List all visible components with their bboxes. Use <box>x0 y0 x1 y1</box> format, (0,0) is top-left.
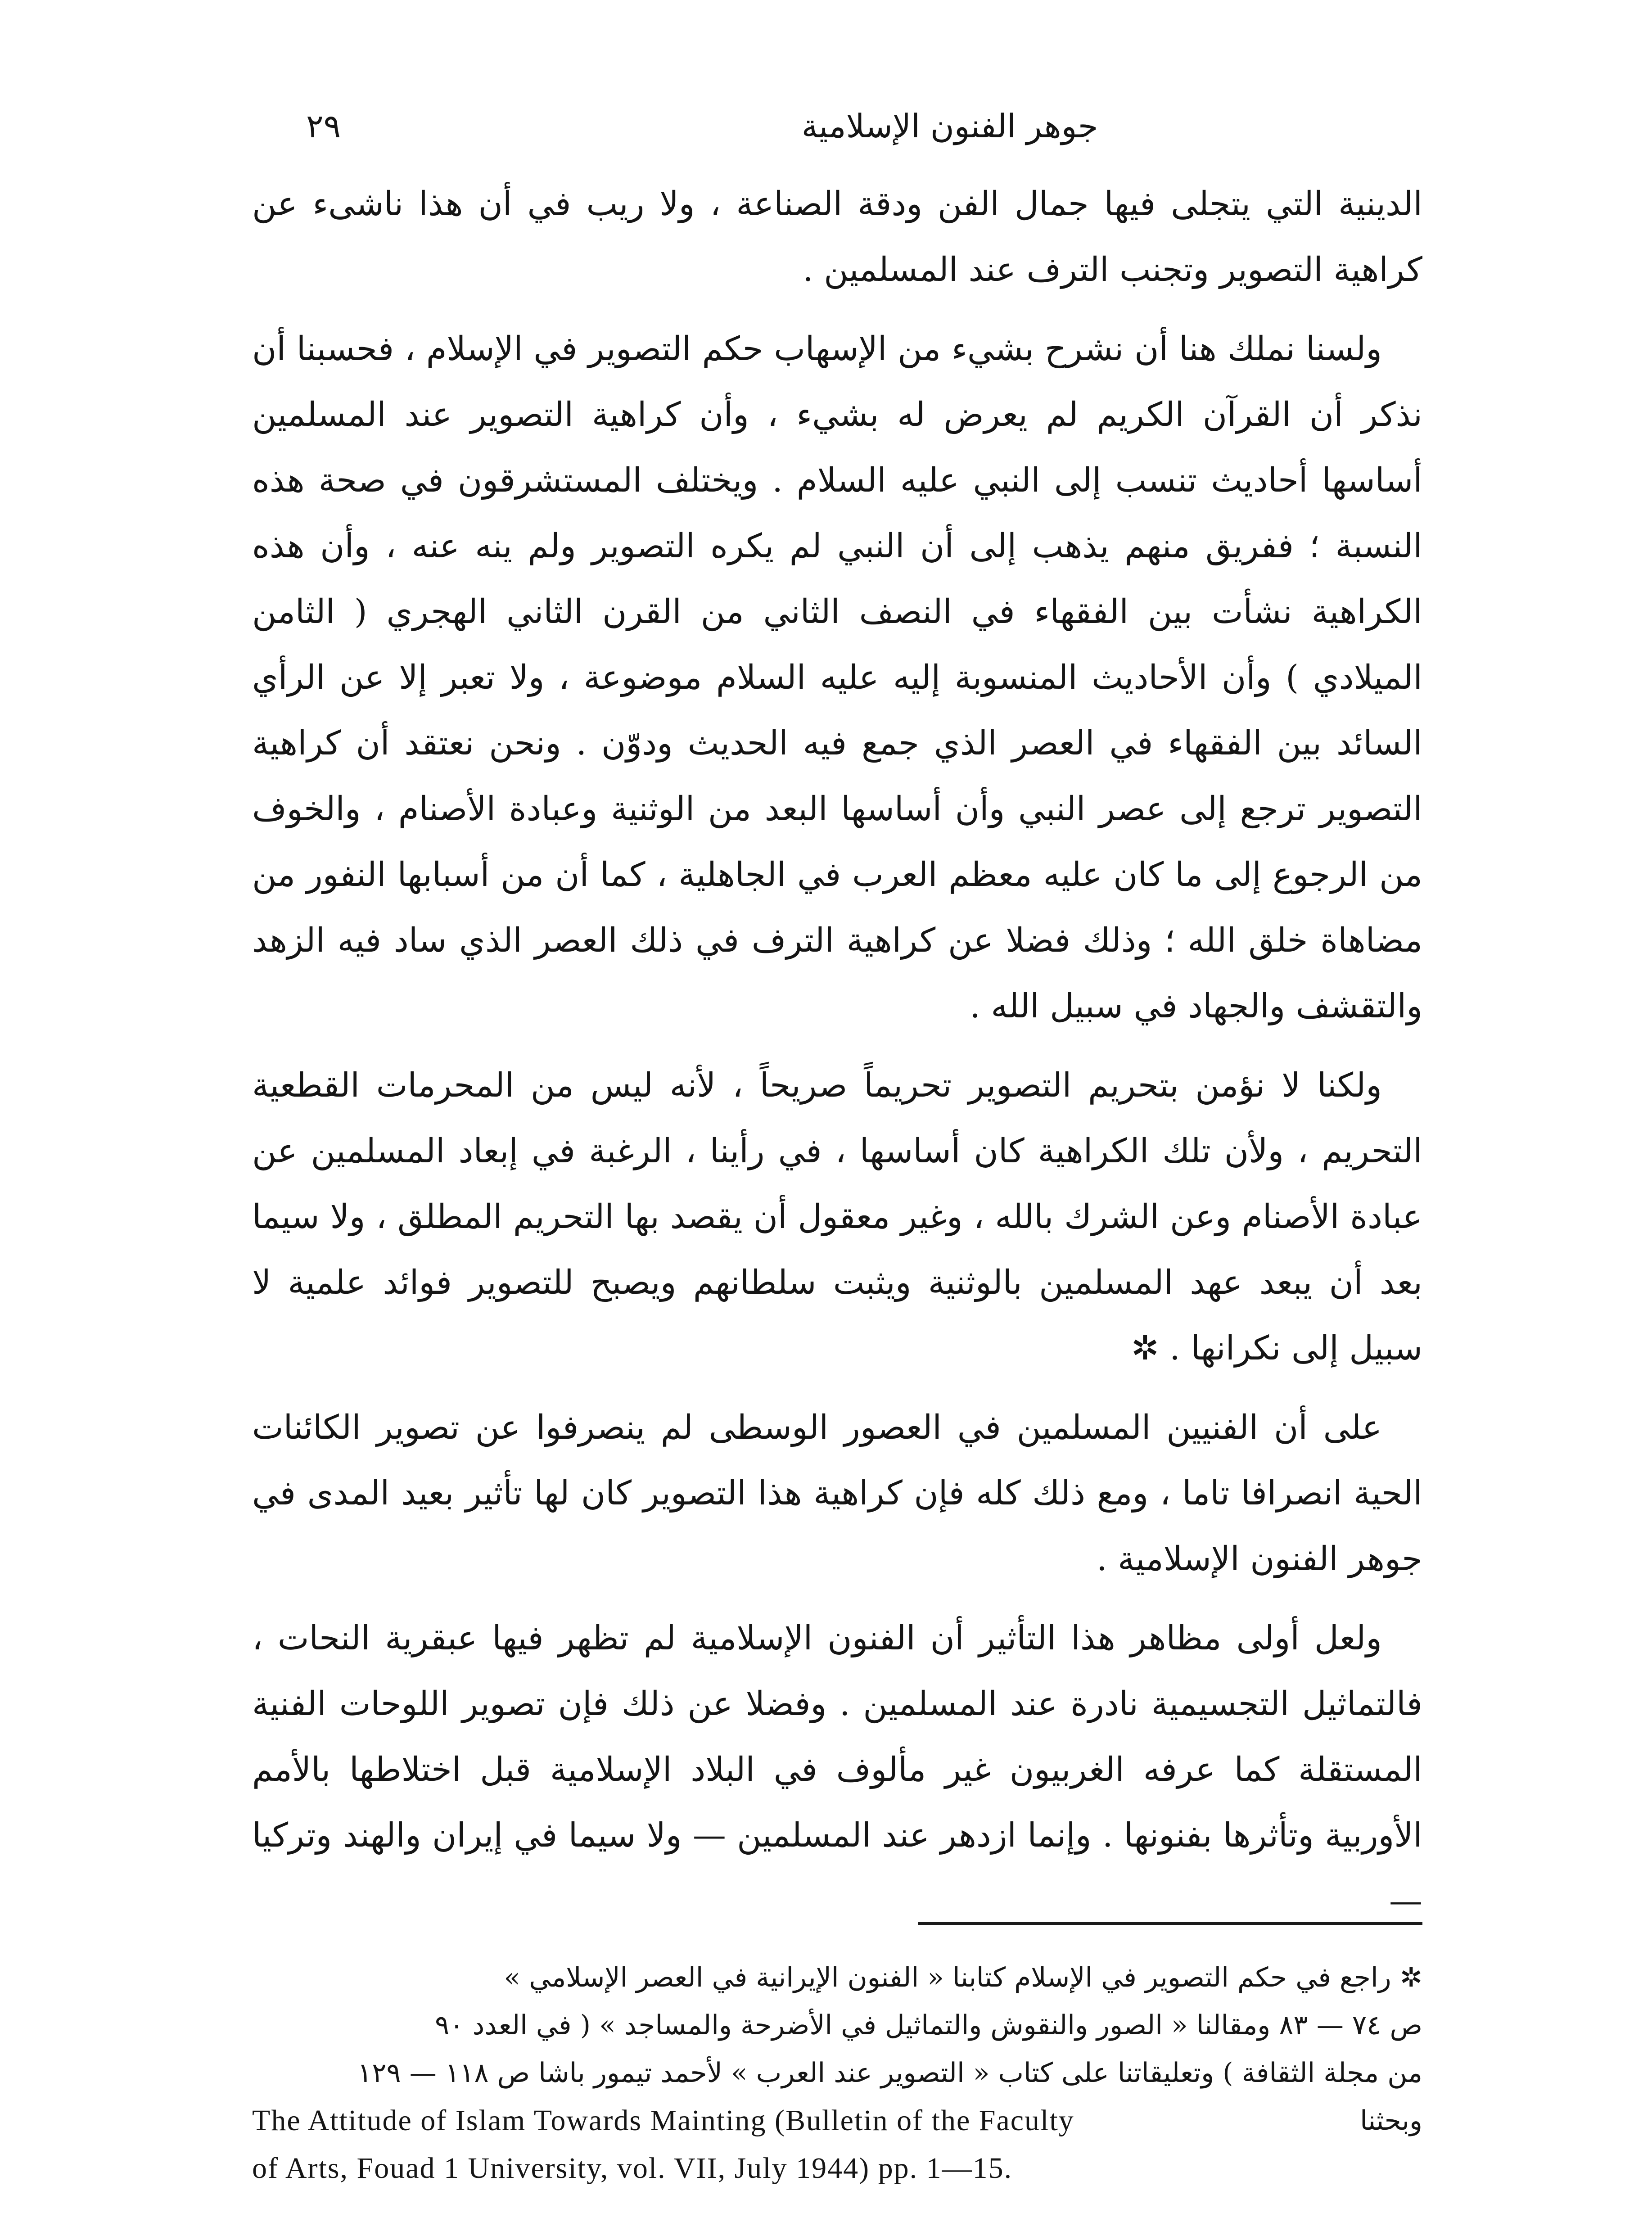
paragraph: ولكنا لا نؤمن بتحريم التصوير تحريماً صريحاً ، لأنه ليس من المحرمات القطعية التحريم ، ولأن تلك الكراهية كان أساسها ، في رأينا ، الرغبة في إبعاد المسلمين عن عبادة الأصنام وعن الشرك بالله ، وغير معقول أن يقصد بها التحريم المطلق ، ولا سيما بعد أن يبعد عهد المسلمين بالوثنية ويثبت سلطانهم ويصبح للتصوير فوائد علمية لا سبيل إلى نكرانها . ✲ <box>252 1066 1422 1368</box>
book-page <box>252 90 1422 2185</box>
footnote <box>252 1954 1422 2192</box>
running-title: جوهر الفنون الإسلامية <box>801 107 1098 145</box>
paragraph: على أن الفنيين المسلمين في العصور الوسطى لم ينصرفوا عن تصوير الكائنات الحية انصرافا تاما ، ومع ذلك كله فإن كراهية هذا التصوير كان لها تأثير بعيد المدى في جوهر الفنون الإسلامية . <box>252 1408 1422 1578</box>
footnote-line: ص ٧٤ — ٨٣ ومقالنا « الصور والنقوش والتماثيل في الأضرحة والمساجد » ( في العدد ٩٠ <box>435 2010 1422 2041</box>
footnote-arabic-word: وبحثنا <box>1360 2105 1422 2136</box>
paragraph: ولعل أولى مظاهر هذا التأثير أن الفنون الإسلامية لم تظهر فيها عبقرية النحات ، فالتماثيل التجسيمية نادرة عند المسلمين . وفضلا عن ذلك فإن تصوير اللوحات الفنية المستقلة كما عرفه الغربيون غير مألوف في البلاد الإسلامية قبل اختلاطها بالأمم الأوربية وتأثرها بفنونها . وإنما ازدهر عند المسلمين — ولا سيما في إيران والهند وتركيا — <box>252 1619 1422 1920</box>
footnote-latin-line <box>252 2097 1422 2145</box>
footnote-latin-line: of Arts, Fouad 1 University, vol. VII, July 1944) pp. 1—15. <box>252 2152 1013 2185</box>
footnote-latin-text: The Attitude of Islam Towards Mainting (Bulletin of the Faculty <box>252 2104 1074 2137</box>
page-number: ٢٩ <box>306 107 341 145</box>
main-text <box>252 171 1422 1947</box>
paragraph: الدينية التي يتجلى فيها جمال الفن ودقة الصناعة ، ولا ريب في أن هذا ناشىء عن كراهية التصوير وتجنب الترف عند المسلمين . <box>252 185 1422 289</box>
footnote-line: ✲ راجع في حكم التصوير في الإسلام كتابنا « الفنون الإيرانية في العصر الإسلامي » <box>504 1962 1422 1993</box>
running-header <box>252 99 1422 158</box>
paragraph: ولسنا نملك هنا أن نشرح بشيء من الإسهاب حكم التصوير في الإسلام ، فحسبنا أن نذكر أن القرآن الكريم لم يعرض له بشيء ، وأن كراهية التصوير عند المسلمين أساسها أحاديث تنسب إلى النبي عليه السلام . ويختلف المستشرقون في صحة هذه النسبة ؛ ففريق منهم يذهب إلى أن النبي لم يكره التصوير ولم ينه عنه ، وأن هذه الكراهية نشأت بين الفقهاء في النصف الثاني من القرن الثاني الهجري ( الثامن الميلادي ) وأن الأحاديث المنسوبة إليه عليه السلام موضوعة ، ولا تعبر إلا عن الرأي السائد بين الفقهاء في العصر الذي جمع فيه الحديث ودوّن . ونحن نعتقد أن كراهية التصوير ترجع إلى عصر النبي وأن أساسها البعد من الوثنية وعبادة الأصنام ، والخوف من الرجوع إلى ما كان عليه معظم العرب في الجاهلية ، كما أن من أسبابها النفور من مضاهاة خلق الله ؛ وذلك فضلا عن كراهية الترف في ذلك العصر الذي ساد فيه الزهد والتقشف والجهاد في سبيل الله . <box>252 330 1422 1025</box>
footnote-divider <box>918 1922 1422 1925</box>
footnote-line: من مجلة الثقافة ) وتعليقاتنا على كتاب « التصوير عند العرب » لأحمد تيمور باشا ص ١١٨ — ١٢٩ <box>357 2057 1422 2089</box>
